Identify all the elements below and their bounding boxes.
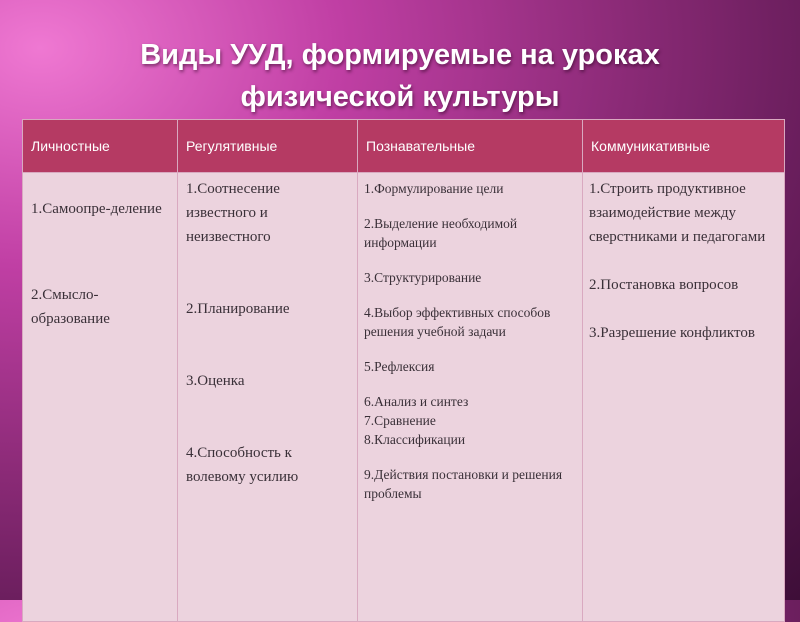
list-item: 1.Самоопре-деление: [31, 201, 162, 217]
list-item: 3.Структурирование: [364, 270, 482, 285]
list-item: 3.Разрешение конфликтов: [589, 325, 755, 341]
uud-table: [22, 119, 785, 622]
header-cognitive: Познавательные: [358, 120, 583, 173]
title-line-2: физической культуры: [240, 81, 560, 113]
slide-title: [0, 34, 800, 118]
list-item: 2.Постановка вопросов: [589, 277, 739, 293]
list-item: 4.Выбор эффективных способов решения учебной задачи: [364, 305, 551, 339]
list-item: 2.Выделение необходимой информации: [364, 216, 518, 250]
header-regulatory: Регулятивные: [178, 120, 358, 173]
list-item: 9.Действия постановки и решения проблемы: [364, 467, 563, 501]
list-item: 3.Оценка: [186, 373, 245, 389]
table-header-row: [23, 120, 785, 173]
list-item: 4.Способность к волевому усилию: [186, 445, 299, 485]
list-item: 1.Строить продуктивное взаимодействие между сверстниками и педагогами: [589, 181, 766, 245]
list-item: 2.Планирование: [186, 301, 290, 317]
header-personal: Личностные: [23, 120, 178, 173]
header-communicative: Коммуникативные: [583, 120, 785, 173]
cell-personal: [23, 173, 178, 622]
list-item: 1.Формулирование цели: [364, 181, 504, 196]
list-item: 5.Рефлексия: [364, 359, 435, 374]
cell-regulatory: [178, 173, 358, 622]
title-line-1: Виды УУД, формируемые на уроках: [140, 39, 660, 71]
table-row: [23, 173, 785, 622]
list-item: 2.Смысло-образование: [31, 287, 110, 327]
cell-communicative: [583, 173, 785, 622]
list-item: 8.Классификации: [364, 432, 466, 447]
list-item: 6.Анализ и синтез: [364, 394, 469, 409]
cell-cognitive: [358, 173, 583, 622]
list-item: 7.Сравнение: [364, 413, 436, 428]
list-item: 1.Соотнесение известного и неизвестного: [186, 181, 280, 245]
